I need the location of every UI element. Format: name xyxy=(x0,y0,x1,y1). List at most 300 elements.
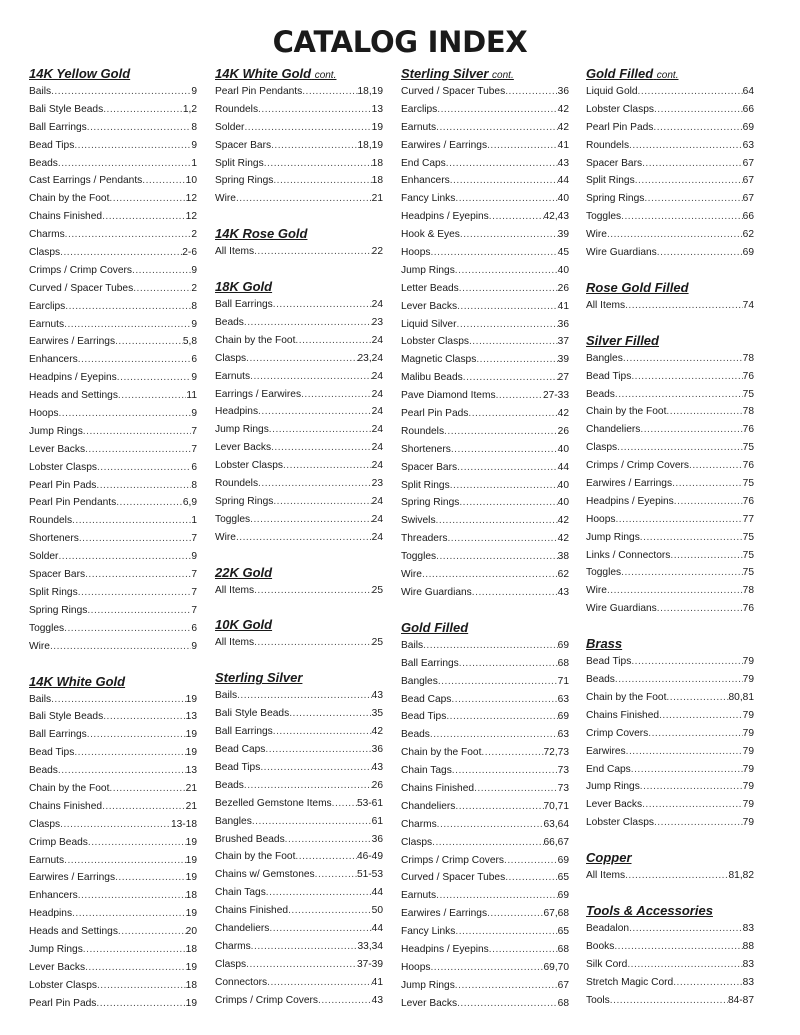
dot-leader xyxy=(436,548,558,566)
entry-name: Ball Earrings xyxy=(401,657,459,669)
entry-name: Bead Tips xyxy=(215,761,261,773)
entry-name: Lobster Clasps xyxy=(586,103,654,115)
index-entry xyxy=(29,602,197,620)
index-section xyxy=(401,65,569,602)
entry-page: 6,9 xyxy=(182,497,197,509)
dot-leader xyxy=(607,226,743,244)
index-entry xyxy=(401,637,569,655)
entry-name: All Items xyxy=(586,870,626,882)
dot-leader xyxy=(72,512,191,530)
entry-name: Enhancers xyxy=(401,175,450,187)
dot-leader xyxy=(423,637,558,655)
entry-page: 76 xyxy=(742,370,754,382)
index-entry xyxy=(586,814,754,832)
index-entry xyxy=(401,852,569,870)
section-heading xyxy=(215,225,383,243)
entry-name: Split Rings xyxy=(401,479,450,491)
entry-name: Spacer Bars xyxy=(215,139,272,151)
index-entry xyxy=(586,172,754,190)
entry-name: Beads xyxy=(215,317,244,329)
section-heading-text: 10K Gold xyxy=(215,617,273,633)
index-entry xyxy=(586,564,754,582)
index-entry xyxy=(29,816,197,834)
dot-leader xyxy=(627,956,742,974)
dot-leader xyxy=(457,298,558,316)
entry-name: Magnetic Clasps xyxy=(401,354,477,366)
entry-page: 83 xyxy=(742,958,754,970)
entry-name: Jump Rings xyxy=(29,943,83,955)
index-entry xyxy=(586,244,754,262)
entry-page: 18,19 xyxy=(357,139,383,151)
entry-name: Earwires / Earrings xyxy=(401,908,488,920)
index-entry xyxy=(586,403,754,421)
entry-name: Brushed Beads xyxy=(215,833,285,845)
entry-page: 5,8 xyxy=(182,336,197,348)
section-heading xyxy=(215,564,383,582)
entry-name: Swivels xyxy=(401,515,436,527)
index-entry xyxy=(29,101,197,119)
index-entry xyxy=(29,923,197,941)
index-entry xyxy=(29,387,197,405)
entry-page: 18 xyxy=(185,979,197,991)
entry-name: Chandeliers xyxy=(401,800,456,812)
dot-leader xyxy=(83,423,192,441)
dot-leader xyxy=(626,743,743,761)
entry-name: Letter Beads xyxy=(401,282,459,294)
section-heading xyxy=(586,902,754,920)
entry-page: 21 xyxy=(185,782,197,794)
entry-name: Chain Tags xyxy=(215,887,266,899)
entry-page: 78 xyxy=(742,406,754,418)
entry-page: 36 xyxy=(371,833,383,845)
index-entry xyxy=(215,314,383,332)
entry-name: Bails xyxy=(401,639,424,651)
index-entry xyxy=(401,298,569,316)
dot-leader xyxy=(117,369,192,387)
entry-page: 50 xyxy=(371,905,383,917)
entry-name: Earwires / Earrings xyxy=(401,139,488,151)
entry-page: 79 xyxy=(742,799,754,811)
entry-page: 40 xyxy=(557,443,569,455)
entry-name: Spring Rings xyxy=(215,495,274,507)
dot-leader xyxy=(315,866,357,884)
entry-name: Charms xyxy=(215,940,251,952)
index-entry xyxy=(401,691,569,709)
entry-name: Beadalon xyxy=(586,922,630,934)
entry-name: Chains Finished xyxy=(215,905,289,917)
index-entry xyxy=(29,280,197,298)
entry-name: Spring Rings xyxy=(586,193,645,205)
entry-page: 19 xyxy=(185,908,197,920)
dot-leader xyxy=(472,584,558,602)
entry-page: 78 xyxy=(742,585,754,597)
entry-name: Bezelled Gemstone Items xyxy=(215,797,332,809)
dot-leader xyxy=(254,582,372,600)
entry-page: 24 xyxy=(371,531,383,543)
dot-leader xyxy=(455,798,543,816)
index-entry xyxy=(401,387,569,405)
index-column xyxy=(586,65,754,1009)
dot-leader xyxy=(142,172,185,190)
entry-page: 67 xyxy=(557,979,569,991)
entry-name: Earwires / Earrings xyxy=(586,478,673,490)
dot-leader xyxy=(87,726,186,744)
entry-page: 39 xyxy=(557,354,569,366)
dot-leader xyxy=(474,780,558,798)
dot-leader xyxy=(615,671,743,689)
dot-leader xyxy=(258,475,372,493)
index-entry xyxy=(401,172,569,190)
dot-leader xyxy=(674,493,743,511)
entry-name: Chains Finished xyxy=(586,709,660,721)
index-entry xyxy=(215,634,383,652)
index-entry xyxy=(29,512,197,530)
entry-name: Spacer Bars xyxy=(401,461,458,473)
index-entry xyxy=(586,137,754,155)
dot-leader xyxy=(654,101,743,119)
index-column xyxy=(401,65,569,1013)
entry-name: Chains w/ Gemstones xyxy=(215,869,315,881)
entry-name: Jump Rings xyxy=(586,781,640,793)
dot-leader xyxy=(244,777,372,795)
dot-leader xyxy=(631,761,743,779)
index-entry xyxy=(401,316,569,334)
dot-leader xyxy=(438,673,558,691)
entry-name: Cast Earrings / Pendants xyxy=(29,175,143,187)
entry-name: Chain by the Foot xyxy=(586,406,667,418)
entry-page: 13-18 xyxy=(170,818,197,830)
dot-leader xyxy=(258,101,372,119)
entry-page: 79 xyxy=(742,763,754,775)
index-entry xyxy=(29,369,197,387)
section-heading xyxy=(586,279,754,297)
section-heading-text: Gold Filled xyxy=(586,66,654,81)
index-entry xyxy=(215,848,383,866)
entry-name: Pearl Pin Pendants xyxy=(29,497,117,509)
index-entry xyxy=(29,638,197,656)
entry-page: 75 xyxy=(742,442,754,454)
dot-leader xyxy=(85,566,191,584)
dot-leader xyxy=(610,992,728,1010)
dot-leader xyxy=(132,262,191,280)
entry-page: 24 xyxy=(371,442,383,454)
index-entry xyxy=(215,938,383,956)
index-entry xyxy=(401,655,569,673)
index-entry xyxy=(29,262,197,280)
entry-name: Pearl Pin Pads xyxy=(29,997,97,1009)
entry-page: 38 xyxy=(557,551,569,563)
index-entry xyxy=(29,477,197,495)
dot-leader xyxy=(133,280,191,298)
dot-leader xyxy=(88,834,186,852)
entry-name: Crimps / Crimp Covers xyxy=(29,264,133,276)
dot-leader xyxy=(58,405,191,423)
entry-name: Pearl Pin Pads xyxy=(586,121,654,133)
entry-page: 9 xyxy=(191,640,197,652)
index-entry xyxy=(29,691,197,709)
entry-name: Solder xyxy=(215,121,245,133)
index-entry xyxy=(586,689,754,707)
index-entry xyxy=(401,477,569,495)
entry-name: Clasps xyxy=(215,958,247,970)
index-entry xyxy=(215,493,383,511)
index-entry xyxy=(29,405,197,423)
index-section xyxy=(586,635,754,832)
dot-leader xyxy=(657,244,743,262)
entry-name: Enhancers xyxy=(29,354,78,366)
index-entry xyxy=(29,977,197,995)
entry-page: 9 xyxy=(191,318,197,330)
entry-page: 69 xyxy=(742,121,754,133)
entry-name: Heads and Settings xyxy=(29,926,118,938)
index-entry xyxy=(586,938,754,956)
entry-name: Links / Connectors xyxy=(586,549,671,561)
entry-name: Liquid Gold xyxy=(586,86,638,97)
entry-page: 25 xyxy=(371,584,383,596)
entry-page: 80,81 xyxy=(728,691,754,703)
dot-leader xyxy=(476,351,557,369)
entry-page: 83 xyxy=(742,922,754,934)
dot-leader xyxy=(614,938,742,956)
entry-page: 77 xyxy=(742,513,754,525)
dot-leader xyxy=(60,816,171,834)
index-entry xyxy=(586,475,754,493)
index-section xyxy=(586,849,754,885)
index-entry xyxy=(401,101,569,119)
entry-page: 7 xyxy=(191,586,197,598)
entry-page: 44 xyxy=(371,887,383,899)
index-entry xyxy=(401,744,569,762)
entry-page: 23 xyxy=(371,317,383,329)
index-entry xyxy=(586,439,754,457)
entry-name: Heads and Settings xyxy=(29,390,118,402)
entry-page: 75 xyxy=(742,478,754,490)
entry-page: 7 xyxy=(191,533,197,545)
entry-page: 37 xyxy=(557,336,569,348)
entry-page: 79 xyxy=(742,817,754,829)
entry-name: Pearl Pin Pads xyxy=(401,408,469,420)
entry-name: Bails xyxy=(29,693,52,705)
dot-leader xyxy=(455,923,557,941)
entry-name: Spring Rings xyxy=(215,175,274,187)
index-entry xyxy=(401,226,569,244)
entry-name: Shorteners xyxy=(29,533,79,545)
index-entry xyxy=(215,705,383,723)
index-section xyxy=(215,669,383,1009)
entry-name: Lobster Clasps xyxy=(29,979,97,991)
index-entry xyxy=(401,834,569,852)
entry-page: 13 xyxy=(185,765,197,777)
entry-page: 64 xyxy=(742,86,754,97)
entry-name: Clasps xyxy=(29,818,61,830)
dot-leader xyxy=(273,296,372,314)
dot-leader xyxy=(625,297,743,315)
entry-page: 24 xyxy=(371,406,383,418)
entry-name: Headpins / Eyepins xyxy=(29,372,117,384)
dot-leader xyxy=(621,208,743,226)
index-entry xyxy=(401,333,569,351)
entry-name: Lobster Clasps xyxy=(401,336,469,348)
dot-leader xyxy=(236,190,372,208)
entry-page: 69 xyxy=(742,247,754,259)
dot-leader xyxy=(301,386,372,404)
index-entry xyxy=(29,548,197,566)
entry-page: 9 xyxy=(191,372,197,384)
index-entry xyxy=(586,226,754,244)
dot-leader xyxy=(254,243,372,261)
dot-leader xyxy=(118,923,186,941)
entry-name: Earnuts xyxy=(401,121,437,133)
entry-name: Earnuts xyxy=(29,318,65,330)
dot-leader xyxy=(422,566,558,584)
entry-name: Charms xyxy=(29,229,65,241)
index-entry xyxy=(401,584,569,602)
index-entry xyxy=(29,137,197,155)
dot-leader xyxy=(236,529,372,547)
entry-name: Curved / Spacer Tubes xyxy=(29,282,134,294)
entry-page: 33,34 xyxy=(357,940,383,952)
entry-name: Headpins / Eyepins xyxy=(586,495,674,507)
dot-leader xyxy=(642,155,743,173)
index-entry xyxy=(586,743,754,761)
entry-page: 19 xyxy=(185,854,197,866)
entry-name: Split Rings xyxy=(29,586,78,598)
dot-leader xyxy=(436,512,558,530)
entry-name: Crimps / Crimp Covers xyxy=(215,994,319,1006)
entry-name: Bead Tips xyxy=(29,139,75,151)
index-entry xyxy=(586,386,754,404)
dot-leader xyxy=(266,884,372,902)
index-entry xyxy=(401,941,569,959)
entry-name: Chains Finished xyxy=(401,782,475,794)
entry-name: Jump Rings xyxy=(215,424,269,436)
entry-page: 79 xyxy=(742,656,754,668)
index-entry xyxy=(29,852,197,870)
section-heading xyxy=(586,635,754,653)
entry-name: Bails xyxy=(215,690,238,702)
entry-name: Beads xyxy=(215,779,244,791)
entry-page: 19 xyxy=(185,961,197,973)
dot-leader xyxy=(237,687,372,705)
dot-leader xyxy=(102,208,186,226)
entry-page: 40 xyxy=(557,479,569,491)
entry-name: Earclips xyxy=(401,103,438,115)
section-heading-text: Sterling Silver xyxy=(401,66,489,81)
index-entry xyxy=(401,816,569,834)
entry-name: Bead Tips xyxy=(401,711,447,723)
entry-page: 62 xyxy=(557,569,569,581)
index-entry xyxy=(586,155,754,173)
dot-leader xyxy=(85,441,191,459)
dot-leader xyxy=(58,155,191,173)
index-entry xyxy=(29,869,197,887)
page-title: CATALOG INDEX xyxy=(272,25,528,59)
entry-name: Books xyxy=(586,940,615,952)
entry-name: Beads xyxy=(29,765,58,777)
dot-leader xyxy=(51,691,186,709)
section-heading xyxy=(586,849,754,867)
dot-leader xyxy=(102,798,186,816)
entry-name: All Items xyxy=(215,637,255,649)
entry-name: Chains Finished xyxy=(29,211,103,223)
dot-leader xyxy=(617,439,743,457)
index-entry xyxy=(215,475,383,493)
entry-page: 70,71 xyxy=(543,800,569,812)
entry-name: Spring Rings xyxy=(401,497,460,509)
entry-page: 27-33 xyxy=(542,390,569,402)
section-heading-text: 14K White Gold xyxy=(29,673,126,689)
dot-leader xyxy=(607,582,743,600)
index-entry xyxy=(401,155,569,173)
dot-leader xyxy=(85,959,186,977)
entry-name: Spring Rings xyxy=(29,604,88,616)
entry-name: Split Rings xyxy=(586,175,635,187)
index-entry xyxy=(401,673,569,691)
dot-leader xyxy=(302,83,357,101)
dot-leader xyxy=(430,959,543,977)
entry-page: 21 xyxy=(371,193,383,205)
index-entry xyxy=(215,956,383,974)
dot-leader xyxy=(481,744,543,762)
entry-name: Lever Backs xyxy=(29,443,86,455)
index-column xyxy=(29,65,197,1013)
index-entry xyxy=(401,780,569,798)
entry-page: 41 xyxy=(557,300,569,312)
entry-name: Jump Rings xyxy=(586,531,640,543)
entry-name: Wire xyxy=(586,585,607,597)
entry-name: Toggles xyxy=(586,567,622,579)
entry-page: 35 xyxy=(371,708,383,720)
dot-leader xyxy=(283,457,372,475)
entry-page: 62 xyxy=(742,229,754,241)
index-entry xyxy=(29,620,197,638)
entry-name: Stretch Magic Cord xyxy=(586,976,674,988)
entry-page: 67 xyxy=(742,157,754,169)
dot-leader xyxy=(96,995,185,1013)
section-heading-text: 14K White Gold xyxy=(215,66,312,81)
section-heading-text: Rose Gold Filled xyxy=(586,279,689,295)
dot-leader xyxy=(460,226,558,244)
dot-leader xyxy=(689,457,743,475)
index-entry xyxy=(401,798,569,816)
dot-leader xyxy=(50,638,191,656)
dot-leader xyxy=(78,887,186,905)
entry-name: Jump Rings xyxy=(29,425,83,437)
entry-name: Chain Tags xyxy=(401,765,452,777)
entry-page: 73 xyxy=(557,765,569,777)
entry-name: Lever Backs xyxy=(29,961,86,973)
section-heading xyxy=(215,65,383,83)
dot-leader xyxy=(78,351,192,369)
entry-page: 61 xyxy=(371,815,383,827)
index-entry xyxy=(401,262,569,280)
dot-leader xyxy=(648,725,742,743)
entry-page: 46-49 xyxy=(356,851,383,863)
entry-page: 1 xyxy=(191,157,197,169)
dot-leader xyxy=(455,262,558,280)
entry-page: 67 xyxy=(742,193,754,205)
entry-name: Bead Tips xyxy=(29,747,75,759)
entry-page: 7 xyxy=(191,425,197,437)
section-heading xyxy=(215,616,383,634)
entry-page: 12 xyxy=(185,193,197,205)
entry-name: Chain by the Foot xyxy=(215,334,296,346)
index-entry xyxy=(401,512,569,530)
entry-page: 18,19 xyxy=(357,86,383,97)
section-heading xyxy=(586,65,754,83)
entry-name: Beads xyxy=(29,157,58,169)
index-entry xyxy=(586,653,754,671)
